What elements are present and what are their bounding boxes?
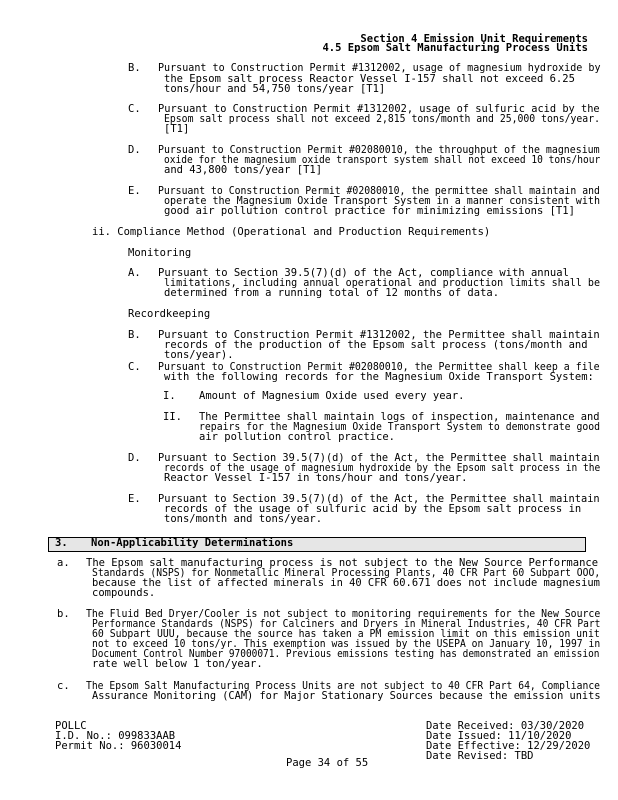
item-letter: c. [57,680,70,692]
item-text-line: tons/year). [164,349,234,361]
item-letter: C. [128,103,141,115]
item-letter: a. [57,557,70,569]
page-number: Page 34 of 55 [286,757,369,769]
subitem-numeral: I. [163,390,176,402]
item-text-line: Pursuant to Construction Permit #1312002, the Permittee shall maintain [158,329,600,341]
footer-date-issued: Date Issued: 11/10/2020 [426,730,572,742]
item-letter: D. [128,144,141,156]
item-text-line: good air pollution control practice for minimizing emissions [T1] [164,205,575,217]
item-text-line: Document Control Number 97000071. Previous emissions testing has demonstrated an emission [92,648,600,660]
item-text-line: Epsom salt process shall not exceed 2,815 tons/month and 25,000 tons/year. [164,113,600,125]
item-text-line: Pursuant to Construction Permit #1312002, usage of magnesium hydroxide by [158,62,601,74]
item-text-line: tons/hour and 54,750 tons/year [T1] [164,83,386,95]
item-letter: B. [128,329,141,341]
item-text-line: because the list of affected minerals in 40 CFR 60.671 does not include magnesium [92,577,600,589]
item-text-line: and 43,800 tons/year [T1] [164,164,323,176]
item-text-line: limitations, including annual operational and production limits shall be [164,277,601,289]
item-text-line: Pursuant to Construction Permit #02080010, the permittee shall maintain and [158,185,600,197]
item-text-line: records of the production of the Epsom salt process (tons/month and [164,339,588,351]
footer-date-received: Date Received: 03/30/2020 [426,720,585,732]
item-text-line: The Fluid Bed Dryer/Cooler is not subject to monitoring requirements for the New Source [86,608,601,620]
recordkeeping-heading: Recordkeeping [128,308,211,320]
section-number: 3. [55,537,68,549]
compliance-heading: ii. Compliance Method (Operational and Production Requirements) [92,226,491,238]
footer-date-effective: Date Effective: 12/29/2020 [426,740,591,752]
item-text-line: Pursuant to Section 39.5(7)(d) of the Act, the Permittee shall maintain [158,493,600,505]
item-text-line: the Epsom salt process Reactor Vessel I-157 shall not exceed 6.25 [164,73,575,85]
item-text-line: records of the usage of magnesium hydroxide by the Epsom salt process in the [164,462,601,474]
item-letter: C. [128,361,141,373]
subitem-numeral: II. [163,411,182,423]
item-text-line: The Epsom Salt Manufacturing Process Units are not subject to 40 CFR Part 64, Compliance [86,680,601,692]
subitem-text-line: air pollution control practice. [199,431,395,443]
item-text-line: Reactor Vessel I-157 in tons/hour and tons/year. [164,472,468,484]
item-text-line: not to exceed 10 tons/yr. This exemption was issued by the USEPA on January 10, 1997 in [92,638,601,650]
header-subsection-title: 4.5 Epsom Salt Manufacturing Process Units [322,42,588,54]
footer-date-revised: Date Revised: TBD [426,750,534,762]
footer-permit-number: Permit No.: 96030014 [55,740,182,752]
footer-id-number: I.D. No.: 099833AAB [55,730,176,742]
subitem-text-line: The Permittee shall maintain logs of inspection, maintenance and [199,411,600,423]
footer-company: POLLC [55,720,87,732]
subitem-text-line: repairs for the Magnesium Oxide Transport System to demonstrate good [199,421,601,433]
header-section-title: Section 4 Emission Unit Requirements [360,33,588,45]
item-text-line: operate the Magnesium Oxide Transport System in a manner consistent with [164,195,601,207]
item-text-line: 60 Subpart UUU, because the source has taken a PM emission limit on this emission unit [92,628,600,640]
item-text-line: compounds. [92,587,156,599]
item-text-line: Pursuant to Section 39.5(7)(d) of the Act, compliance with annual [158,267,569,279]
item-text-line: oxide for the magnesium oxide transport system shall not exceed 10 tons/hour [164,154,601,166]
subitem-text-line: Amount of Magnesium Oxide used every year. [199,390,465,402]
item-letter: D. [128,452,141,464]
section-heading-bar [48,537,586,552]
item-text-line: Standards (NSPS) for Nonmetallic Mineral Processing Plants, 40 CFR Part 60 Subpart OOO, [92,567,601,579]
item-text-line: Performance Standards (NSPS) for Calciners and Dryers in Mineral Industries, 40 CFR Part [92,618,601,630]
item-letter: b. [57,608,70,620]
item-letter: E. [128,493,141,505]
item-text-line: Assurance Monitoring (CAM) for Major Stationary Sources because the emission units [92,690,601,702]
item-text-line: The Epsom salt manufacturing process is not subject to the New Source Performance [86,557,599,569]
item-letter: E. [128,185,141,197]
monitoring-heading: Monitoring [128,247,192,259]
item-text-line: Pursuant to Construction Permit #1312002, usage of sulfuric acid by the [158,103,600,115]
item-text-line: with the following records for the Magnesium Oxide Transport System: [164,371,594,383]
item-text-line: [T1] [164,123,190,135]
item-text-line: Pursuant to Construction Permit #02080010, the Permittee shall keep a file [158,361,600,373]
item-text-line: rate well below 1 ton/year. [92,658,263,670]
item-text-line: determined from a running total of 12 months of data. [164,287,500,299]
item-letter: A. [128,267,141,279]
item-text-line: Pursuant to Construction Permit #02080010, the throughput of the magnesium [158,144,600,156]
item-letter: B. [128,62,141,74]
item-text-line: tons/month and tons/year. [164,513,323,525]
item-text-line: records of the usage of sulfuric acid by the Epsom salt process in [164,503,582,515]
section-title: Non-Applicability Determinations [91,537,294,549]
item-text-line: Pursuant to Section 39.5(7)(d) of the Act, the Permittee shall maintain [158,452,600,464]
